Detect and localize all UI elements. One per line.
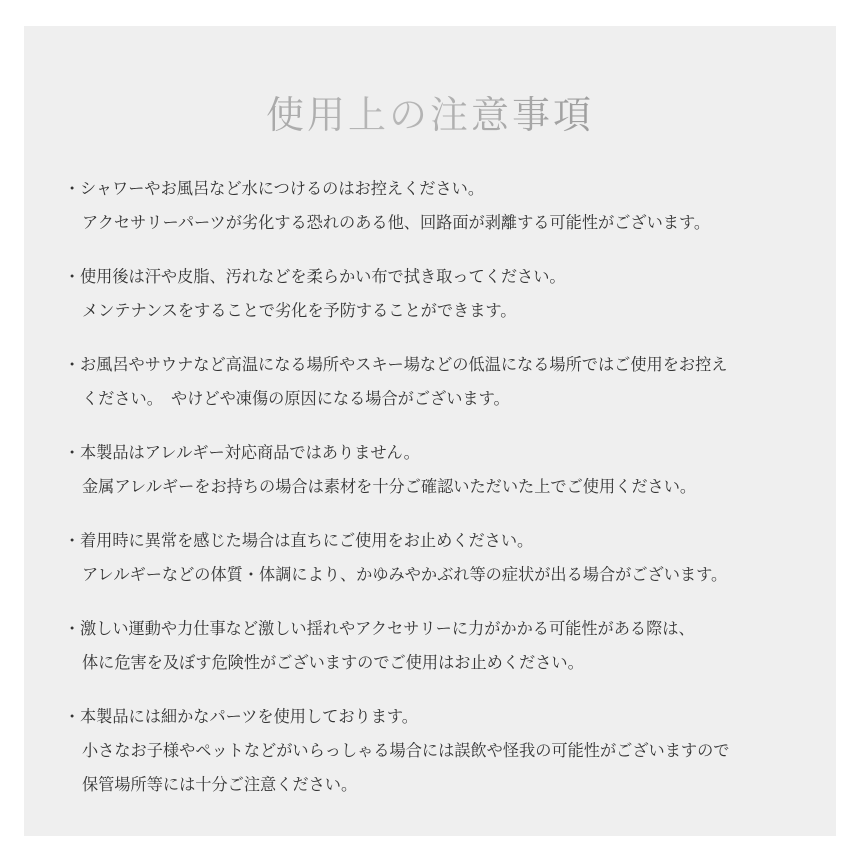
note-line	[64, 558, 727, 592]
note-text: ください。 やけどや凍傷の原因になる場合がございます。	[82, 389, 510, 408]
note-item	[64, 700, 730, 802]
note-item	[64, 612, 695, 680]
bullet: ・	[64, 267, 81, 286]
note-text: 着用時に異常を感じた場合は直ちにご使用をお止めください。	[80, 531, 534, 550]
note-text: 使用後は汗や皮脂、汚れなどを柔らかい布で拭き取ってください。	[80, 267, 566, 286]
page-title: 使用上の注意事項	[24, 96, 836, 134]
bullet: ・	[64, 179, 81, 198]
note-line	[64, 646, 695, 680]
note-line	[64, 700, 730, 734]
note-line	[64, 206, 710, 240]
note-line	[64, 612, 695, 646]
note-text: 保管場所等には十分ご注意ください。	[82, 775, 358, 794]
note-item	[64, 436, 696, 504]
bullet: ・	[64, 355, 81, 374]
note-text: メンテナンスをすることで劣化を予防することができます。	[82, 301, 517, 320]
note-text: シャワーやお風呂など水につけるのはお控えください。	[80, 179, 485, 198]
note-text: お風呂やサウナなど高温になる場所やスキー場などの低温になる場所ではご使用をお控え	[80, 355, 728, 374]
note-line	[64, 768, 730, 802]
note-line	[64, 172, 710, 206]
note-text: アクセサリーパーツが劣化する恐れのある他、回路面が剥離する可能性がございます。	[82, 213, 711, 232]
note-line	[64, 470, 696, 504]
note-line	[64, 382, 728, 416]
note-text: 本製品には細かなパーツを使用しております。	[80, 707, 418, 726]
note-line	[64, 524, 727, 558]
note-line	[64, 260, 566, 294]
bullet: ・	[64, 619, 81, 638]
note-line	[64, 436, 696, 470]
bullet: ・	[64, 443, 81, 462]
notice-panel	[24, 26, 836, 836]
note-text: 体に危害を及ぼす危険性がございますのでご使用はお止めください。	[82, 653, 584, 672]
note-text: 金属アレルギーをお持ちの場合は素材を十分ご確認いただいた上でご使用ください。	[82, 477, 697, 496]
note-item	[64, 524, 727, 592]
note-line	[64, 348, 728, 382]
note-text: 小さなお子様やペットなどがいらっしゃる場合には誤飲や怪我の可能性がございますので	[82, 741, 730, 760]
note-text: 本製品はアレルギー対応商品ではありません。	[80, 443, 420, 462]
note-item	[64, 348, 728, 416]
note-text: アレルギーなどの体質・体調により、かゆみやかぶれ等の症状が出る場合がございます。	[82, 565, 728, 584]
note-item	[64, 172, 710, 240]
note-item	[64, 260, 566, 328]
bullet: ・	[64, 531, 81, 550]
bullet: ・	[64, 707, 81, 726]
note-line	[64, 734, 730, 768]
note-text: 激しい運動や力仕事など激しい揺れやアクセサリーに力がかかる可能性がある際は、	[80, 619, 695, 638]
note-line	[64, 294, 566, 328]
